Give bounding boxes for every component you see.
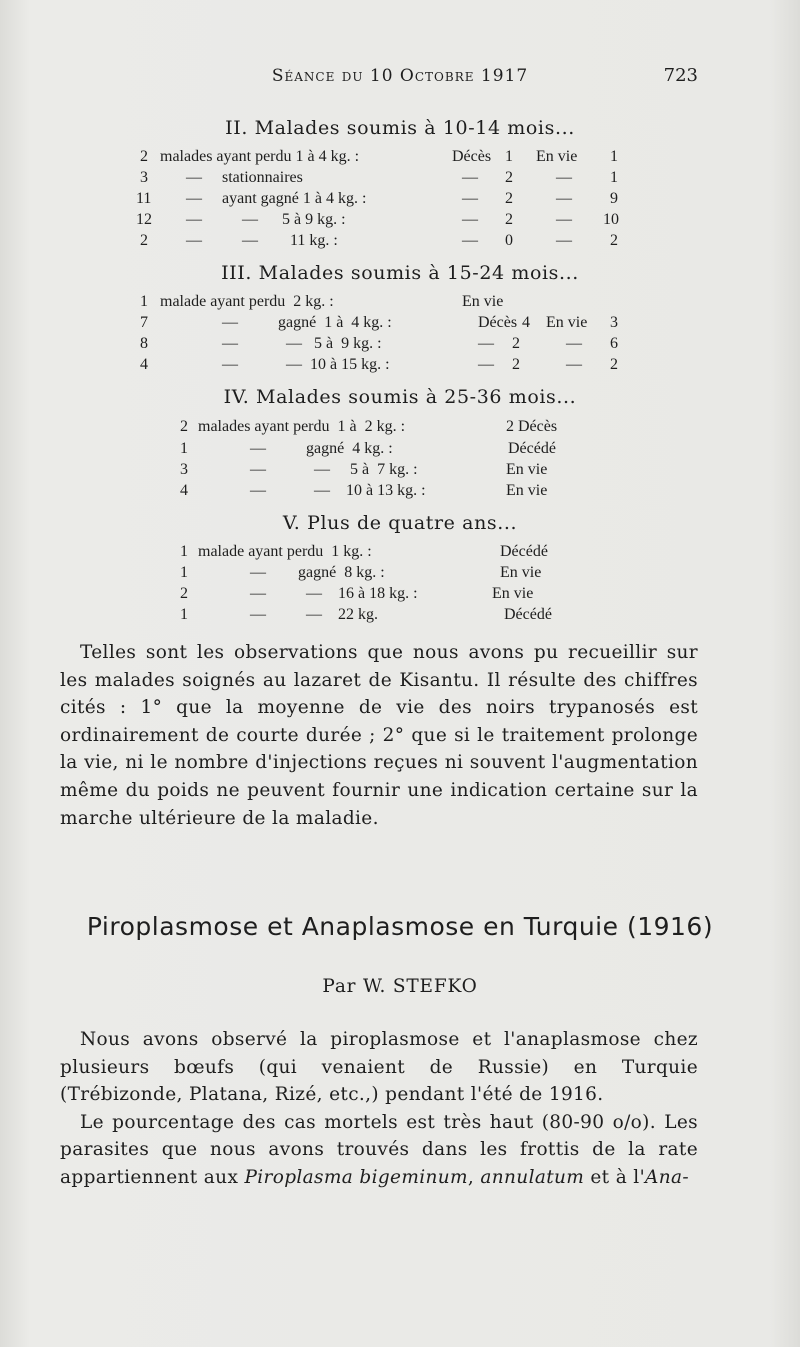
running-head — [0, 66, 800, 90]
table-row: 1 — — 22 kg. Décédé — [180, 606, 552, 623]
section-heading: II. Malades soumis à 10-14 mois... — [225, 117, 575, 139]
article-byline: Par W. STEFKO — [322, 976, 478, 997]
paragraph: Nous avons observé la piroplasmose et l'anaplasmose chez plusieurs bœufs (qui venaient de Russie) en Turquie (Trébizonde, Platana, Rizé, etc.,) pendant l'été de 1916. — [60, 1029, 698, 1106]
paragraph: Le pourcentage des cas mortels est très haut (80-90 o/o). Les parasites que nous avons trouvés dans les frottis de la rate appartiennent aux Piroplasma bigeminum, annulatum et à l'Ana- — [60, 1111, 698, 1188]
table-row: 1 malade ayant perdu 2 kg. : En vie — [140, 293, 504, 310]
running-title: Séance du 10 Octobre 1917 — [271, 66, 529, 86]
page-number: 723 — [663, 65, 698, 86]
table-row: 4 — — 10 à 15 kg. : — 2 — 2 — [140, 356, 618, 373]
table-row: 1 — gagné 8 kg. : En vie — [180, 564, 542, 581]
table-row: 2 malades ayant perdu 1 à 2 kg. : 2 Décès — [180, 418, 558, 435]
table-row: 3 — — 5 à 7 kg. : En vie — [180, 461, 548, 478]
table-row: 3 — stationnaires — 2 — 1 — [140, 169, 618, 186]
table-row: 2 malades ayant perdu 1 à 4 kg. : Décès 1 En vie 1 — [140, 148, 618, 165]
table-row: 12 — — 5 à 9 kg. : — 2 — 10 — [136, 211, 619, 228]
table-row: 1 — gagné 4 kg. : Décédé — [180, 440, 556, 457]
conclusion-paragraph: Telles sont les observations que nous avons pu recueillir sur les malades soignés au lazaret de Kisantu. Il résulte des chiffres cités : 1° que la moyenne de vie des noirs trypanosés est ordinairement de courte durée ; 2° que si le traitement prolonge la vie, ni le nombre d'injections reçues ni souvent l'augmentation même du poids ne peuvent fournir une indication certaine sur la marche ultérieure de la maladie. — [60, 642, 698, 829]
table-row: 2 — — 11 kg. : — 0 — 2 — [140, 232, 618, 249]
section-heading: III. Malades soumis à 15-24 mois... — [221, 262, 579, 284]
table-row: 8 — — 5 à 9 kg. : — 2 — 6 — [140, 335, 618, 352]
table-row: 1 malade ayant perdu 1 kg. : Décédé — [180, 543, 548, 560]
species-name: Ana- — [645, 1166, 689, 1188]
species-name: annulatum — [480, 1166, 585, 1188]
article-body — [60, 1026, 698, 1192]
article-title: Piroplasmose et Anaplasmose en Turquie (1916) — [86, 912, 714, 941]
table-row: 2 — — 16 à 18 kg. : En vie — [180, 585, 534, 602]
section-heading: IV. Malades soumis à 25-36 mois... — [223, 386, 577, 408]
section-heading: V. Plus de quatre ans... — [282, 512, 518, 534]
species-name: Piroplasma bigeminum — [244, 1166, 468, 1188]
table-row: 4 — — 10 à 13 kg. : En vie — [180, 482, 548, 499]
table-row: 11 — ayant gagné 1 à 4 kg. : — 2 — 9 — [136, 190, 618, 207]
table-row: 7 — gagné 1 à 4 kg. : Décès 4 En vie 3 — [140, 314, 618, 331]
